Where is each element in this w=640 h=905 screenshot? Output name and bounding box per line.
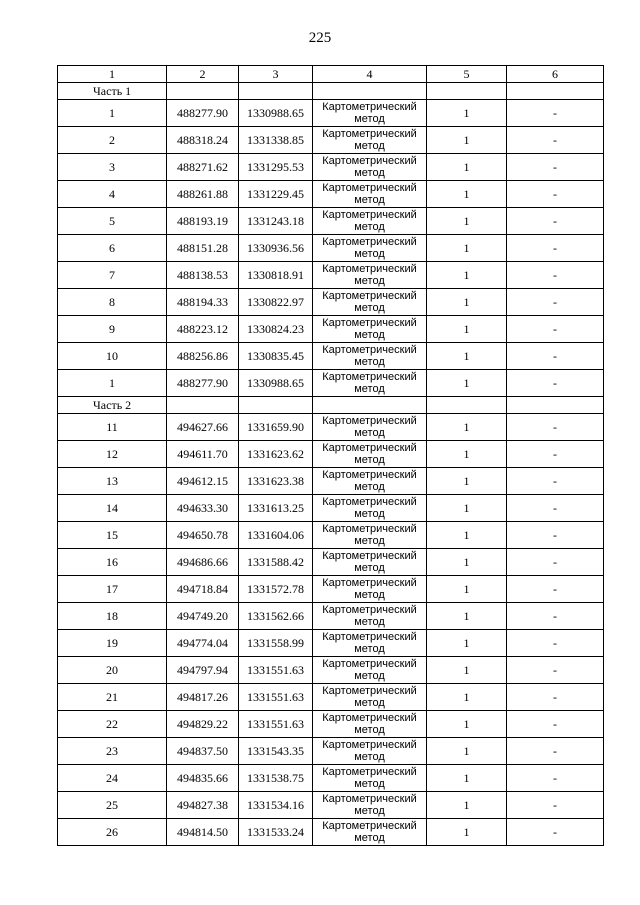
method-text-line1: Картометрический (322, 209, 417, 221)
point-number-cell: 1 (58, 370, 167, 397)
note-cell: - (507, 100, 604, 127)
note-cell: - (507, 316, 604, 343)
x-coordinate-cell: 494749.20 (167, 603, 239, 630)
method-text-line2: метод (354, 697, 385, 709)
point-number-cell: 10 (58, 343, 167, 370)
x-coordinate-cell: 488277.90 (167, 100, 239, 127)
method-text-line2: метод (354, 454, 385, 466)
y-coordinate-cell: 1331543.35 (239, 738, 313, 765)
point-number-cell: 22 (58, 711, 167, 738)
method-cell (313, 414, 427, 441)
y-coordinate-cell: 1330835.45 (239, 343, 313, 370)
method-text-line2: метод (354, 194, 385, 206)
note-cell: - (507, 684, 604, 711)
x-coordinate-cell: 488261.88 (167, 181, 239, 208)
method-cell (313, 765, 427, 792)
y-coordinate-cell: 1331243.18 (239, 208, 313, 235)
accuracy-cell: 1 (427, 657, 507, 684)
table-row (58, 549, 604, 576)
method-text-line1: Картометрический (322, 631, 417, 643)
y-coordinate-cell: 1331551.63 (239, 684, 313, 711)
method-text-line1: Картометрический (322, 766, 417, 778)
accuracy-cell: 1 (427, 414, 507, 441)
y-coordinate-cell: 1331623.38 (239, 468, 313, 495)
accuracy-cell: 1 (427, 711, 507, 738)
x-coordinate-cell: 494612.15 (167, 468, 239, 495)
method-text-line2: метод (354, 778, 385, 790)
method-cell (313, 441, 427, 468)
point-number-cell: 20 (58, 657, 167, 684)
method-text-line1: Картометрический (322, 469, 417, 481)
method-cell (313, 343, 427, 370)
y-coordinate-cell: 1331572.78 (239, 576, 313, 603)
accuracy-cell: 1 (427, 549, 507, 576)
table-row (58, 792, 604, 819)
note-cell: - (507, 792, 604, 819)
method-text-line1: Картометрический (322, 523, 417, 535)
empty-cell (239, 397, 313, 414)
method-text-line2: метод (354, 481, 385, 493)
note-cell: - (507, 154, 604, 181)
note-cell: - (507, 765, 604, 792)
accuracy-cell: 1 (427, 684, 507, 711)
table-row (58, 819, 604, 846)
table-row (58, 657, 604, 684)
method-text-line2: метод (354, 616, 385, 628)
table-row (58, 576, 604, 603)
note-cell: - (507, 819, 604, 846)
accuracy-cell: 1 (427, 522, 507, 549)
y-coordinate-cell: 1331538.75 (239, 765, 313, 792)
note-cell: - (507, 262, 604, 289)
section-row (58, 397, 604, 414)
method-cell (313, 630, 427, 657)
y-coordinate-cell: 1330988.65 (239, 100, 313, 127)
method-cell (313, 549, 427, 576)
x-coordinate-cell: 494686.66 (167, 549, 239, 576)
table-row (58, 603, 604, 630)
y-coordinate-cell: 1330824.23 (239, 316, 313, 343)
empty-cell (313, 83, 427, 100)
method-text-line2: метод (354, 643, 385, 655)
y-coordinate-cell: 1330988.65 (239, 370, 313, 397)
x-coordinate-cell: 488138.53 (167, 262, 239, 289)
x-coordinate-cell: 488271.62 (167, 154, 239, 181)
table-row (58, 495, 604, 522)
accuracy-cell: 1 (427, 289, 507, 316)
method-cell (313, 289, 427, 316)
point-number-cell: 23 (58, 738, 167, 765)
table-row (58, 100, 604, 127)
empty-cell (313, 397, 427, 414)
empty-cell (507, 83, 604, 100)
y-coordinate-cell: 1330822.97 (239, 289, 313, 316)
accuracy-cell: 1 (427, 127, 507, 154)
method-text-line1: Картометрический (322, 182, 417, 194)
point-number-cell: 25 (58, 792, 167, 819)
method-cell (313, 495, 427, 522)
method-text-line2: метод (354, 113, 385, 125)
table-row (58, 289, 604, 316)
y-coordinate-cell: 1331613.25 (239, 495, 313, 522)
accuracy-cell: 1 (427, 441, 507, 468)
method-text-line1: Картометрический (322, 658, 417, 670)
method-cell (313, 316, 427, 343)
note-cell: - (507, 657, 604, 684)
table-row (58, 684, 604, 711)
point-number-cell: 15 (58, 522, 167, 549)
method-cell (313, 603, 427, 630)
method-text-line2: метод (354, 302, 385, 314)
method-text-line1: Картометрический (322, 371, 417, 383)
page-number: 225 (308, 30, 332, 46)
x-coordinate-cell: 494797.94 (167, 657, 239, 684)
x-coordinate-cell: 494627.66 (167, 414, 239, 441)
method-text-line1: Картометрический (322, 793, 417, 805)
note-cell: - (507, 522, 604, 549)
accuracy-cell: 1 (427, 576, 507, 603)
accuracy-cell: 1 (427, 208, 507, 235)
column-header: 3 (239, 66, 313, 83)
table-row (58, 630, 604, 657)
method-text-line1: Картометрический (322, 344, 417, 356)
accuracy-cell: 1 (427, 370, 507, 397)
y-coordinate-cell: 1331562.66 (239, 603, 313, 630)
note-cell: - (507, 576, 604, 603)
method-cell (313, 738, 427, 765)
note-cell: - (507, 127, 604, 154)
accuracy-cell: 1 (427, 792, 507, 819)
empty-cell (427, 83, 507, 100)
x-coordinate-cell: 494718.84 (167, 576, 239, 603)
method-text-line2: метод (354, 140, 385, 152)
note-cell: - (507, 738, 604, 765)
section-row (58, 83, 604, 100)
point-number-cell: 13 (58, 468, 167, 495)
method-text-line2: метод (354, 508, 385, 520)
y-coordinate-cell: 1331338.85 (239, 127, 313, 154)
method-text-line1: Картометрический (322, 155, 417, 167)
point-number-cell: 3 (58, 154, 167, 181)
method-text-line1: Картометрический (322, 712, 417, 724)
x-coordinate-cell: 488318.24 (167, 127, 239, 154)
method-text-line2: метод (354, 670, 385, 682)
method-text-line2: метод (354, 167, 385, 179)
accuracy-cell: 1 (427, 819, 507, 846)
method-text-line1: Картометрический (322, 128, 417, 140)
method-text-line1: Картометрический (322, 317, 417, 329)
point-number-cell: 6 (58, 235, 167, 262)
method-text-line1: Картометрический (322, 236, 417, 248)
x-coordinate-cell: 494814.50 (167, 819, 239, 846)
accuracy-cell: 1 (427, 235, 507, 262)
method-text-line2: метод (354, 562, 385, 574)
point-number-cell: 2 (58, 127, 167, 154)
method-text-line1: Картометрический (322, 820, 417, 832)
accuracy-cell: 1 (427, 738, 507, 765)
method-text-line1: Картометрический (322, 739, 417, 751)
table-row (58, 262, 604, 289)
note-cell: - (507, 289, 604, 316)
column-header: 2 (167, 66, 239, 83)
method-cell (313, 154, 427, 181)
point-number-cell: 4 (58, 181, 167, 208)
table-row (58, 711, 604, 738)
accuracy-cell: 1 (427, 343, 507, 370)
point-number-cell: 11 (58, 414, 167, 441)
accuracy-cell: 1 (427, 765, 507, 792)
note-cell: - (507, 414, 604, 441)
note-cell: - (507, 441, 604, 468)
method-cell (313, 657, 427, 684)
point-number-cell: 17 (58, 576, 167, 603)
table-row (58, 154, 604, 181)
method-text-line2: метод (354, 832, 385, 844)
method-text-line1: Картометрический (322, 101, 417, 113)
method-text-line2: метод (354, 724, 385, 736)
y-coordinate-cell: 1331558.99 (239, 630, 313, 657)
table-row (58, 343, 604, 370)
method-cell (313, 181, 427, 208)
method-text-line2: метод (354, 356, 385, 368)
x-coordinate-cell: 494650.78 (167, 522, 239, 549)
point-number-cell: 24 (58, 765, 167, 792)
note-cell: - (507, 370, 604, 397)
method-cell (313, 576, 427, 603)
y-coordinate-cell: 1331604.06 (239, 522, 313, 549)
method-cell (313, 522, 427, 549)
method-cell (313, 819, 427, 846)
header-row (58, 66, 604, 83)
point-number-cell: 7 (58, 262, 167, 289)
point-number-cell: 1 (58, 100, 167, 127)
accuracy-cell: 1 (427, 495, 507, 522)
accuracy-cell: 1 (427, 181, 507, 208)
method-cell (313, 792, 427, 819)
table-row (58, 370, 604, 397)
accuracy-cell: 1 (427, 316, 507, 343)
y-coordinate-cell: 1331551.63 (239, 711, 313, 738)
accuracy-cell: 1 (427, 262, 507, 289)
table-row (58, 522, 604, 549)
method-cell (313, 235, 427, 262)
note-cell: - (507, 235, 604, 262)
method-text-line2: метод (354, 275, 385, 287)
method-text-line1: Картометрический (322, 496, 417, 508)
y-coordinate-cell: 1331588.42 (239, 549, 313, 576)
method-text-line1: Картометрический (322, 604, 417, 616)
x-coordinate-cell: 488223.12 (167, 316, 239, 343)
empty-cell (427, 397, 507, 414)
method-cell (313, 468, 427, 495)
note-cell: - (507, 208, 604, 235)
empty-cell (167, 397, 239, 414)
column-header: 4 (313, 66, 427, 83)
y-coordinate-cell: 1331295.53 (239, 154, 313, 181)
method-text-line2: метод (354, 221, 385, 233)
accuracy-cell: 1 (427, 100, 507, 127)
column-header: 1 (58, 66, 167, 83)
point-number-cell: 18 (58, 603, 167, 630)
accuracy-cell: 1 (427, 630, 507, 657)
note-cell: - (507, 549, 604, 576)
x-coordinate-cell: 488151.28 (167, 235, 239, 262)
table-row (58, 738, 604, 765)
table-row (58, 127, 604, 154)
method-text-line1: Картометрический (322, 550, 417, 562)
method-text-line2: метод (354, 589, 385, 601)
x-coordinate-cell: 494633.30 (167, 495, 239, 522)
method-cell (313, 262, 427, 289)
note-cell: - (507, 630, 604, 657)
note-cell: - (507, 711, 604, 738)
point-number-cell: 21 (58, 684, 167, 711)
method-text-line1: Картометрический (322, 415, 417, 427)
method-text-line2: метод (354, 535, 385, 547)
empty-cell (239, 83, 313, 100)
table-row (58, 181, 604, 208)
point-number-cell: 26 (58, 819, 167, 846)
table-row (58, 316, 604, 343)
method-text-line1: Картометрический (322, 442, 417, 454)
note-cell: - (507, 181, 604, 208)
method-cell (313, 127, 427, 154)
x-coordinate-cell: 488277.90 (167, 370, 239, 397)
table-row (58, 414, 604, 441)
x-coordinate-cell: 494817.26 (167, 684, 239, 711)
table-row (58, 441, 604, 468)
point-number-cell: 14 (58, 495, 167, 522)
accuracy-cell: 1 (427, 603, 507, 630)
x-coordinate-cell: 494774.04 (167, 630, 239, 657)
method-cell (313, 370, 427, 397)
x-coordinate-cell: 494827.38 (167, 792, 239, 819)
accuracy-cell: 1 (427, 468, 507, 495)
x-coordinate-cell: 494835.66 (167, 765, 239, 792)
point-number-cell: 19 (58, 630, 167, 657)
empty-cell (167, 83, 239, 100)
x-coordinate-cell: 488194.33 (167, 289, 239, 316)
column-header: 6 (507, 66, 604, 83)
method-cell (313, 684, 427, 711)
y-coordinate-cell: 1331534.16 (239, 792, 313, 819)
column-header: 5 (427, 66, 507, 83)
x-coordinate-cell: 488193.19 (167, 208, 239, 235)
table-row (58, 235, 604, 262)
point-number-cell: 8 (58, 289, 167, 316)
table-row (58, 468, 604, 495)
section-label: Часть 1 (58, 83, 167, 100)
y-coordinate-cell: 1330818.91 (239, 262, 313, 289)
method-text-line1: Картометрический (322, 577, 417, 589)
method-text-line1: Картометрический (322, 263, 417, 275)
coordinates-table (57, 65, 604, 846)
x-coordinate-cell: 494829.22 (167, 711, 239, 738)
x-coordinate-cell: 494611.70 (167, 441, 239, 468)
note-cell: - (507, 343, 604, 370)
method-cell (313, 711, 427, 738)
point-number-cell: 5 (58, 208, 167, 235)
method-text-line2: метод (354, 383, 385, 395)
method-text-line2: метод (354, 805, 385, 817)
y-coordinate-cell: 1331551.63 (239, 657, 313, 684)
method-text-line2: метод (354, 329, 385, 341)
point-number-cell: 9 (58, 316, 167, 343)
y-coordinate-cell: 1331623.62 (239, 441, 313, 468)
method-text-line2: метод (354, 248, 385, 260)
method-text-line2: метод (354, 751, 385, 763)
method-text-line1: Картометрический (322, 290, 417, 302)
empty-cell (507, 397, 604, 414)
note-cell: - (507, 468, 604, 495)
y-coordinate-cell: 1331659.90 (239, 414, 313, 441)
method-cell (313, 208, 427, 235)
y-coordinate-cell: 1331533.24 (239, 819, 313, 846)
table-row (58, 765, 604, 792)
accuracy-cell: 1 (427, 154, 507, 181)
method-text-line1: Картометрический (322, 685, 417, 697)
note-cell: - (507, 603, 604, 630)
point-number-cell: 16 (58, 549, 167, 576)
section-label: Часть 2 (58, 397, 167, 414)
method-text-line2: метод (354, 427, 385, 439)
method-cell (313, 100, 427, 127)
note-cell: - (507, 495, 604, 522)
y-coordinate-cell: 1331229.45 (239, 181, 313, 208)
x-coordinate-cell: 488256.86 (167, 343, 239, 370)
y-coordinate-cell: 1330936.56 (239, 235, 313, 262)
point-number-cell: 12 (58, 441, 167, 468)
table-row (58, 208, 604, 235)
x-coordinate-cell: 494837.50 (167, 738, 239, 765)
